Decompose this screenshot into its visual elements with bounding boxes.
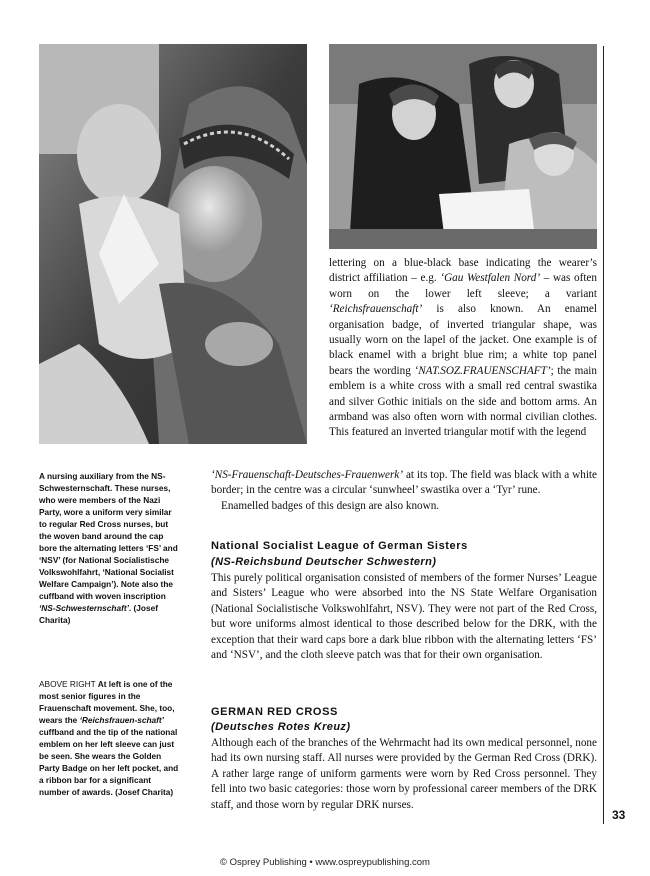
section-subheading-nsl: (NS-Reichsbund Deutscher Schwestern) [211,556,437,568]
text-run: – was often worn on the lower left sleeve; a variant [329,272,597,300]
text-italic: ‘NS-Frauenschaft-Deutsches-Frauenwerk’ [211,469,404,481]
caption-above-right [39,678,179,798]
caption-left-credit: . (Josef Charita) [39,603,158,625]
section-paragraph-nsl [211,571,597,663]
body-text-wrapped [329,256,597,441]
photo-frauenschaft-leaders [329,44,597,249]
caption-right-text: At left is one of the most senior figures in the Frauenschaft movement. She, too, wears the [39,679,175,725]
text-run: ; the main emblem is a white cross with a small red central swastika and silver Gothic initials on the side and bottom arms. An armband was also often worn with normal civilian clothes. This featured an inverted triangular motif with the legend [329,364,598,439]
caption-right-italic: ‘Reichsfrauen-schaft’ [79,715,164,725]
text-italic: ‘NAT.SOZ.FRAUENSCHAFT’ [414,364,551,377]
text-run: at its top. The field was black with a white border; in the centre was a circular ‘sunwheel’ swastika over a ‘Tyr’ rune. [211,469,597,497]
footer-credit: © Osprey Publishing • www.ospreypublishing.com [220,857,430,868]
section-paragraph-grc [211,736,597,813]
caption-left-italic: ‘NS-Schwesternschaft’ [39,603,129,613]
photo-nursing-auxiliary [39,44,307,444]
text-run: lettering on a blue-black base indicating the wearer’s district affiliation – e.g. [329,257,597,285]
section-heading-grc: GERMAN RED CROSS [211,706,338,718]
paragraph [211,468,597,499]
section-heading-nsl: National Socialist League of German Sisters [211,540,468,552]
body-text-continued [211,468,597,514]
caption-lead: ABOVE RIGHT [39,679,96,689]
section-subheading-grc: (Deutsches Rotes Kreuz) [211,721,351,733]
caption-left-text: A nursing auxiliary from the NS-Schwesternschaft. These nurses, who were members of the Nazi Party, wore a uniform very similar to regular Red Cross nurses, but the woven band around the cap bore the alternating letters ‘FS’ and ‘NSV’ (for National Socialistische Volkswohlfahrt, ‘National Socialist Welfare Campaign’). Note also the cuffband with woven inscription [39,471,178,601]
text-run: is also known. An enamel organisation badge, of inverted triangular shape, was usually worn on the lapel of the jacket. One example is of black enamel with a bright blue rim; a white top panel bears the wording [329,303,597,377]
paragraph: This purely political organisation consisted of members of the former Nurses’ League and Sisters’ League who were absorbed into the NS State Welfare Organisation (National Socialistische Volkswohlfahrt, NSV). They were not part of the Red Cross, but wore uniforms almost identical to those described below for the DRK, with the exception that their ward caps bore a dark blue ribbon with the alternating letters ‘FS’ and ‘NSV’, and the cloth sleeve patch was that for their own organisation. [211,572,597,662]
text-italic: ‘Reichsfrauenschaft’ [329,303,423,316]
caption-right-credit: cuffband and the tip of the national emblem on her left sleeve can just be seen. She wears the Golden Party Badge on her left pocket, and a ribbon bar for a significant number of awards. (Josef Charita) [39,727,179,797]
paragraph: Enamelled badges of this design are also known. [221,499,440,512]
text-italic: ‘Gau Westfalen Nord’ [440,272,541,285]
page-edge-rule [603,46,604,824]
caption-left [39,470,179,626]
paragraph: Although each of the branches of the Wehrmacht had its own medical personnel, none had its own nursing staff. All nurses were provided by the German Red Cross (DRK). A rather large range of uniform garments were worn by Red Cross personnel. They fell into two basic categories: those worn by professional career members of the DRK staff, and those worn by regular DRK nurses. [211,737,597,811]
page-number: 33 [612,808,626,822]
paragraph [329,256,597,441]
